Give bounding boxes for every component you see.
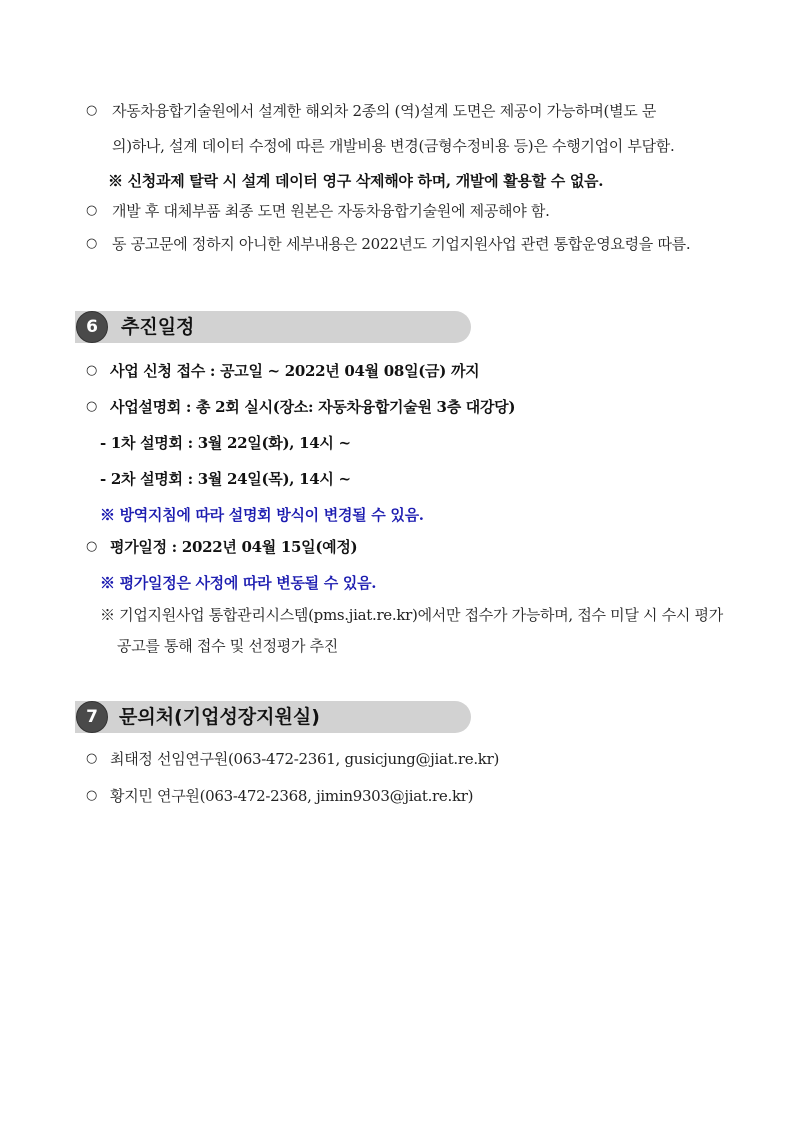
bullet-icon: ○ bbox=[86, 103, 98, 118]
section6-number: 6 bbox=[76, 311, 108, 343]
schedule-briefing: 사업설명회 : 총 2회 실시(장소: 자동차융합기술원 3층 대강당) bbox=[110, 398, 516, 416]
section7-title: 문의처(기업성장지원실) bbox=[119, 706, 320, 728]
bullet-icon: ○ bbox=[86, 236, 98, 251]
schedule-briefing-2: - 2차 설명회 : 3월 24일(목), 14시 ~ bbox=[100, 470, 351, 488]
schedule-briefing-note: ※ 방역지침에 따라 설명회 방식이 변경될 수 있음. bbox=[100, 506, 424, 524]
schedule-briefing-1: - 1차 설명회 : 3월 22일(화), 14시 ~ bbox=[100, 434, 351, 452]
system-note-line2: 공고를 통해 접수 및 선정평가 추진 bbox=[117, 637, 339, 655]
schedule-application: 사업 신청 접수 : 공고일 ~ 2022년 04월 08일(금) 까지 bbox=[110, 362, 480, 380]
section6-title: 추진일정 bbox=[121, 316, 195, 338]
intro-item1-line1: 자동차융합기술원에서 설계한 해외차 2종의 (역)설계 도면은 제공이 가능하며(별도 문 bbox=[112, 102, 657, 120]
contact-2: 황지민 연구원(063-472-2368, jimin9303@jiat.re.kr) bbox=[110, 787, 474, 805]
bullet-icon: ○ bbox=[86, 751, 98, 766]
intro-item2: 개발 후 대체부품 최종 도면 원본은 자동차융합기술원에 제공해야 함. bbox=[112, 202, 550, 220]
bullet-icon: ○ bbox=[86, 363, 98, 378]
intro-item1-line2: 의)하나, 설계 데이터 수정에 따른 개발비용 변경(금형수정비용 등)은 수행기업이 부담함. bbox=[112, 137, 675, 155]
bullet-icon: ○ bbox=[86, 203, 98, 218]
intro-item3: 동 공고문에 정하지 아니한 세부내용은 2022년도 기업지원사업 관련 통합운영요령을 따름. bbox=[112, 235, 691, 253]
contact-1: 최태정 선임연구원(063-472-2361, gusicjung@jiat.re.kr) bbox=[110, 750, 499, 768]
schedule-evaluation: 평가일정 : 2022년 04월 15일(예정) bbox=[110, 538, 358, 556]
schedule-evaluation-note: ※ 평가일정은 사정에 따라 변동될 수 있음. bbox=[100, 574, 377, 592]
bullet-icon: ○ bbox=[86, 788, 98, 803]
system-note-line1: ※ 기업지원사업 통합관리시스템(pms.jiat.re.kr)에서만 접수가 가능하며, 접수 미달 시 수시 평가 bbox=[100, 606, 723, 624]
section7-number: 7 bbox=[76, 701, 108, 733]
bullet-icon: ○ bbox=[86, 399, 98, 414]
bullet-icon: ○ bbox=[86, 539, 98, 554]
intro-item1-note: ※ 신청과제 탈락 시 설계 데이터 영구 삭제해야 하며, 개발에 활용할 수 없음. bbox=[108, 172, 604, 190]
